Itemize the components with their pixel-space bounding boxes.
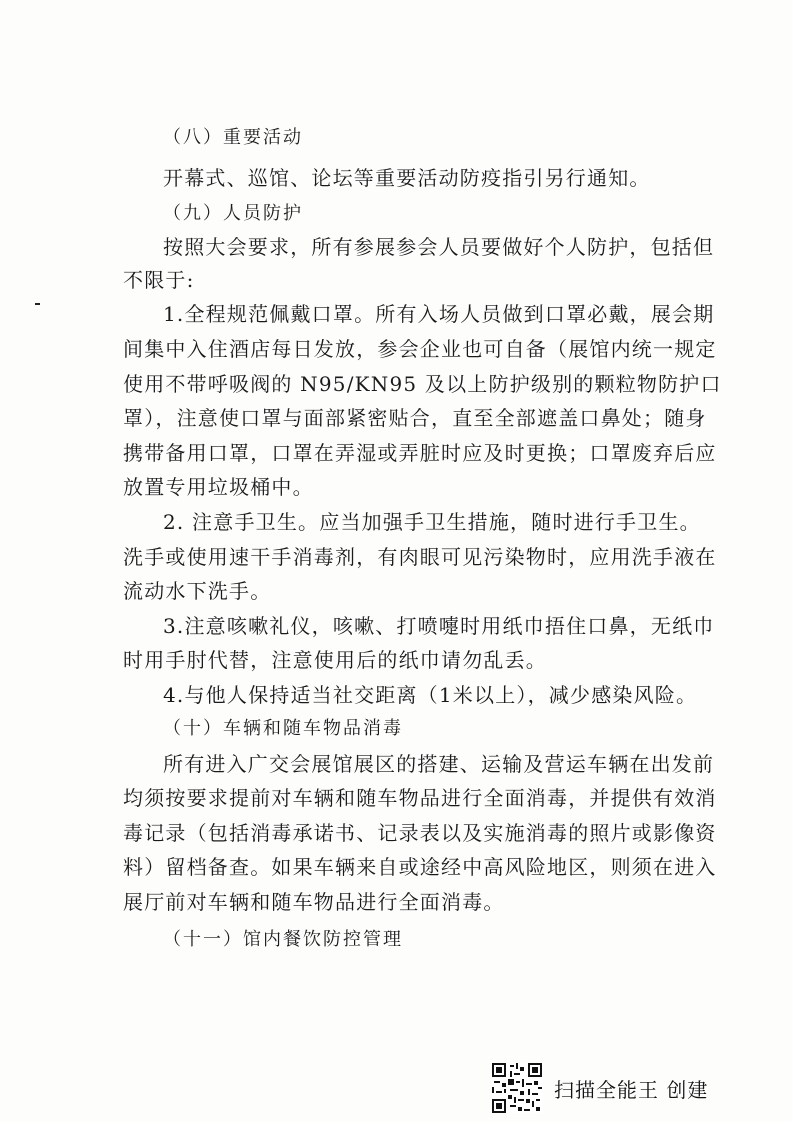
section-10-paragraph-line: 展厅前对车辆和随车物品进行全面消毒。 (123, 890, 505, 914)
item-2-line: 流动水下洗手。 (123, 579, 272, 603)
item-4-line: 4.与他人保持适当社交距离（1米以上），减少感染风险。 (163, 683, 698, 707)
item-1-line: 罩），注意使口罩与面部紧密贴合，直至全部遮盖口鼻处；随身 (123, 406, 707, 430)
qr-code-icon (492, 1063, 542, 1113)
item-1-line: 携带备用口罩，口罩在弄湿或弄脏时应及时更换；口罩废弃后应 (123, 441, 717, 465)
item-2-line: 洗手或使用速干手消毒剂，有肉眼可见污染物时，应用洗手液在 (123, 545, 717, 569)
item-2-line: 2. 注意手卫生。应当加强手卫生措施，随时进行手卫生。 (163, 510, 701, 534)
item-1-line: 使用不带呼吸阀的 N95/KN95 及以上防护级别的颗粒物防护口 (123, 372, 722, 396)
item-3-line: 时用手肘代替，注意使用后的纸巾请勿乱丢。 (123, 648, 547, 672)
section-9-paragraph-line: 不限于: (123, 268, 195, 292)
scanner-watermark (492, 1063, 708, 1113)
section-10-heading: （十）车辆和随车物品消毒 (163, 718, 403, 739)
item-1-line: 1.全程规范佩戴口罩。所有入场人员做到口罩必戴，展会期 (163, 302, 715, 326)
section-8-paragraph: 开幕式、巡馆、论坛等重要活动防疫指引另行通知。 (163, 166, 651, 190)
section-9-paragraph-line: 按照大会要求，所有参展参会人员要做好个人防护，包括但 (163, 235, 715, 259)
section-10-paragraph-line: 毒记录（包括消毒承诺书、记录表以及实施消毒的照片或影像资 (123, 821, 717, 845)
section-8-heading: （八）重要活动 (163, 127, 303, 148)
scan-speck (35, 303, 40, 305)
item-1-line: 放置专用垃圾桶中。 (123, 475, 314, 499)
section-10-paragraph-line: 所有进入广交会展馆展区的搭建、运输及营运车辆在出发前 (163, 752, 715, 776)
watermark-text: 扫描全能王 创建 (554, 1077, 709, 1102)
section-10-paragraph-line: 均须按要求提前对车辆和随车物品进行全面消毒，并提供有效消 (123, 786, 717, 810)
section-11-heading: （十一）馆内餐饮防控管理 (163, 929, 403, 950)
section-9-heading: （九）人员防护 (163, 203, 303, 224)
item-3-line: 3.注意咳嗽礼仪，咳嗽、打喷嚏时用纸巾捂住口鼻，无纸巾 (163, 614, 715, 638)
section-10-paragraph-line: 料）留档备查。如果车辆来自或途经中高风险地区，则须在进入 (123, 855, 717, 879)
item-1-line: 间集中入住酒店每日发放，参会企业也可自备（展馆内统一规定 (123, 337, 717, 361)
